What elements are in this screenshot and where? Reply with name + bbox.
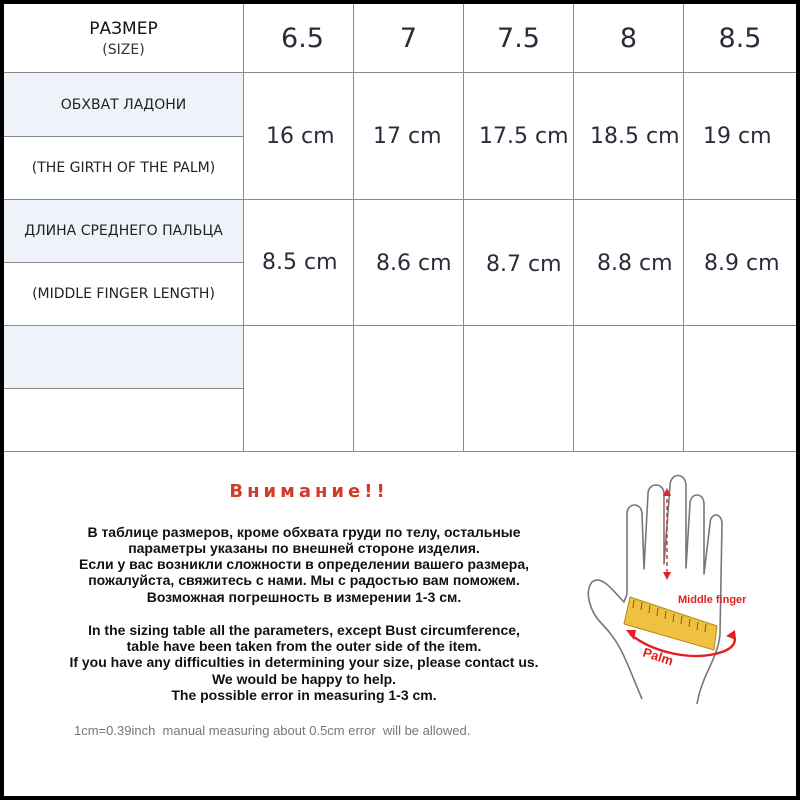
- notice-ru-line: пожалуйста, свяжитесь с нами. Мы с радостью вам поможем.: [88, 572, 520, 588]
- arrow-down-icon: [663, 572, 671, 580]
- notice-en-line: We would be happy to help.: [211, 671, 397, 687]
- notice-en-line: In the sizing table all the parameters, except Bust circumference,: [88, 622, 520, 638]
- empty-label-cell: [4, 389, 243, 451]
- notice-ru-line: Если у вас возникли сложности в определении вашего размера,: [78, 556, 529, 572]
- finger-length-value: 8.5 cm: [262, 250, 338, 275]
- size-7-5: 7.5: [497, 22, 540, 54]
- arrow-icon: [726, 630, 736, 640]
- hand-measure-diagram: [572, 464, 792, 714]
- size-header-cell: [4, 4, 243, 72]
- row-finger-length-label-ru: ДЛИНА СРЕДНЕГО ПАЛЬЦА: [4, 200, 243, 262]
- middle-finger-label: Middle finger: [678, 594, 747, 606]
- palm-girth-value: 16 cm: [266, 124, 335, 149]
- size-8-5: 8.5: [718, 22, 762, 54]
- notice-en-line: If you have any difficulties in determining your size, please contact us.: [69, 654, 539, 670]
- palm-girth-value: 17.5 cm: [479, 124, 569, 149]
- size-7: 7: [399, 22, 418, 54]
- hand-outline: [588, 476, 722, 705]
- size-label-en: (SIZE): [102, 41, 145, 58]
- finger-length-value: 8.8 cm: [597, 251, 673, 276]
- size-chart: [4, 4, 796, 796]
- row-palm-girth-label-en: (THE GIRTH OF THE PALM): [31, 160, 216, 176]
- finger-length-value: 8.7 cm: [486, 252, 562, 277]
- row-palm-girth-label-ru: ОБХВАТ ЛАДОНИ: [4, 73, 243, 136]
- notice-ru-line: В таблице размеров, кроме обхвата груди по телу, остальные: [87, 524, 521, 540]
- size-8: 8: [619, 22, 638, 54]
- palm-girth-value: 17 cm: [373, 124, 442, 149]
- size-label: РАЗМЕР: [89, 18, 158, 39]
- finger-length-value: 8.6 cm: [376, 251, 452, 276]
- notice-ru-line: Возможная погрешность в измерении 1-3 см.: [146, 589, 462, 605]
- palm-label: Palm: [641, 644, 676, 669]
- finger-length-value: 8.9 cm: [704, 251, 780, 276]
- palm-girth-value: 18.5 cm: [590, 124, 680, 149]
- notice-en-line: The possible error in measuring 1-3 cm.: [171, 687, 437, 703]
- empty-label-cell: [4, 326, 243, 388]
- size-6-5: 6.5: [281, 22, 324, 54]
- notice-ru-line: параметры указаны по внешней стороне изделия.: [128, 540, 480, 556]
- notice-footnote: 1cm=0.39inch manual measuring about 0.5cm error will be allowed.: [74, 723, 471, 738]
- row-finger-length-label-en: (MIDDLE FINGER LENGTH): [32, 286, 215, 302]
- notice-title: Внимание!!: [229, 481, 389, 502]
- notice-en-line: table have been taken from the outer side of the item.: [126, 638, 482, 654]
- palm-girth-value: 19 cm: [703, 124, 772, 149]
